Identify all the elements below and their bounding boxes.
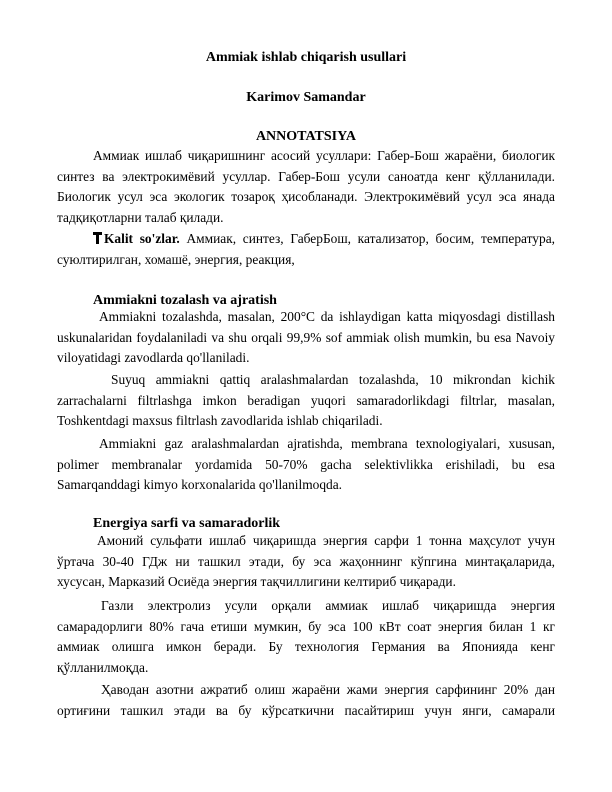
pin-icon [75, 229, 102, 250]
energy-paragraph-2: Газли электролиз усули орқали аммиак ишлаб чиқаришда энергия самарадорлиги 80% гача етиши мумкин, бу эса 100 кВт соат энергия билан 1 кг аммиак олишга имкон беради. Бу технология Германия ва Японияда кенг қўлланилмоқда. [57, 598, 555, 675]
annotation-text: Аммиак ишлаб чиқаришнинг асосий усуллари: Габер-Бош жараёни, биологик синтез ва электрокимёвий усуллар. Габер-Бош усули саноатда кенг қўлланилади. Биологик усул эса экологик тозароқ ҳисобланади. Электрокимёвий усул эса янада тадқиқотларни талаб қилади. [57, 148, 555, 225]
section-heading-purification: Ammiakni tozalash va ajratish [93, 293, 277, 308]
annotation-heading: ANNOTATSIYA [255, 129, 357, 144]
author-name: Karimov Samandar [246, 90, 366, 105]
document-title: Ammiak ishlab chiqarish usullari [205, 50, 407, 65]
section-heading-energy: Energiya sarfi va samaradorlik [93, 516, 281, 531]
purification-paragraph-2: Suyuq ammiakni qattiq aralashmalardan tozalashda, 10 mikrondan kichik zarrachalarni filtrlashga imkon beradigan yuqori samaradorlikdagi filtrlar, masalan, Toshkentdagi maxsus filtrlash zavodlarida ishlab chiqariladi. [57, 372, 555, 428]
energy-paragraph-3: Ҳаводан азотни ажратиб олиш жараёни жами энергия сарфининг 20% дан ортиғини ташкил этади ва бу кўрсаткични пасайтириш учун янги, самарали [57, 682, 555, 718]
purification-paragraph-1: Ammiakni tozalashda, masalan, 200°C da ishlaydigan katta miqyosdagi distillash uskunalaridan foydalaniladi va shu orqali 99,9% sof ammiak olish mumkin, bu esa Navoiy viloyatidagi zavodlarda qo'llaniladi. [57, 309, 555, 365]
keywords-paragraph [57, 229, 555, 270]
purification-paragraph-3: Ammiakni gaz aralashmalardan ajratishda, membrana texnologiyalari, xususan, polimer membranalar yordamida 50-70% gacha selektivlikka erishiladi, bu esa Samarqanddagi kimyo korxonalarida qo'llanilmoqda. [57, 436, 555, 492]
keywords-label: Kalit so'zlar. [104, 231, 180, 246]
annotation-heading-row [0, 129, 612, 145]
keywords-text: Аммиак, синтез, ГаберБош, катализатор, босим, температура, суюлтирилган, хомашё, энергия, реакция, [57, 231, 555, 267]
energy-paragraph-1: Амоний сульфати ишлаб чиқаришда энергия сарфи 1 тонна маҳсулот учун ўртача 30-40 ГДж ни ташкил этади, бу эса жаҳоннинг кўпгина минтақаларида, хусусан, Марказий Осиёда энергия тақчиллигини келтириб чиқаради. [57, 533, 555, 589]
